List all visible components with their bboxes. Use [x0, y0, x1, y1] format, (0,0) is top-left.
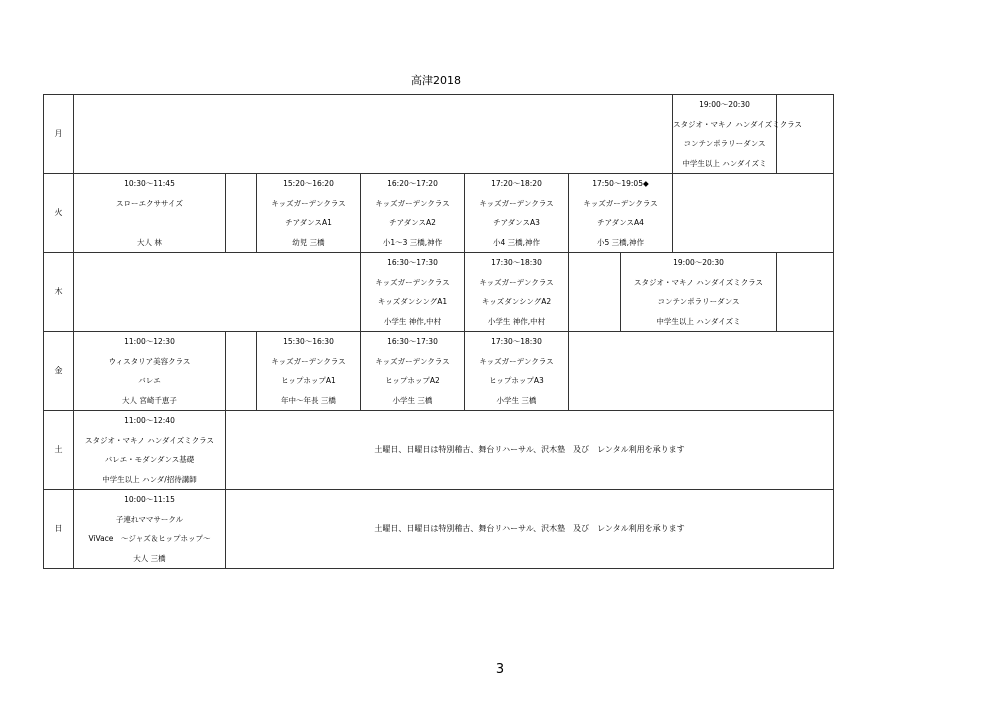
class-genre: バレエ [138, 376, 161, 385]
class-name: キッズガーデンクラス [271, 356, 346, 366]
empty-cell [226, 332, 257, 411]
class-genre: ヒップホップA2 [385, 376, 440, 385]
class-time: 17:30～18:30 [491, 258, 542, 267]
class-time: 15:20～16:20 [283, 179, 334, 188]
class-cell [569, 174, 673, 253]
class-genre: キッズダンシングA2 [481, 297, 552, 306]
class-genre: コンテンポラリーダンス [683, 139, 766, 148]
class-genre: キッズダンシングA1 [377, 297, 448, 306]
class-target: 中学生以上 ハンダイズミ [656, 316, 741, 326]
class-name: スローエクササイズ [116, 198, 183, 208]
class-genre: チアダンスA3 [493, 218, 540, 227]
class-name: スタジオ・マキノ ハンダイズミクラス [673, 119, 802, 129]
empty-cell [673, 174, 834, 253]
empty-cell [569, 253, 621, 332]
class-genre: コンテンポラリーダンス [657, 297, 740, 306]
class-name: キッズガーデンクラス [479, 198, 554, 208]
row-monday [44, 95, 834, 174]
class-name: スタジオ・マキノ ハンダイズミクラス [634, 277, 763, 287]
class-genre: バレエ・モダンダンス基礎 [104, 455, 195, 464]
class-time: 10:30～11:45 [124, 179, 175, 188]
class-cell [361, 174, 465, 253]
class-genre: チアダンスA2 [389, 218, 436, 227]
class-name: 子連れママサークル [115, 514, 184, 524]
page-title: 高津2018 [411, 74, 461, 87]
class-name: キッズガーデンクラス [479, 356, 554, 366]
row-friday [44, 332, 834, 411]
class-time: 19:00～20:30 [699, 100, 750, 109]
class-cell [257, 174, 361, 253]
class-target: 小1～3 三橋,神作 [382, 237, 443, 247]
class-name: キッズガーデンクラス [583, 198, 658, 208]
class-cell [74, 490, 226, 569]
page-number: 3 [495, 662, 505, 677]
class-genre: ヒップホップA1 [281, 376, 336, 385]
class-cell [74, 332, 226, 411]
class-genre: ViVace ～ジャズ＆ヒップホップ～ [88, 534, 211, 543]
class-target: 大人 林 [137, 237, 162, 247]
empty-cell [74, 253, 361, 332]
class-time: 17:50～19:05◆ [592, 179, 649, 188]
class-target: 中学生以上 ハンダ/招待講師 [102, 474, 197, 484]
class-cell [465, 253, 569, 332]
day-label: 月 [44, 95, 74, 174]
class-name: ウィスタリア美容クラス [108, 356, 191, 366]
empty-cell [226, 174, 257, 253]
class-cell [361, 253, 465, 332]
class-time: 17:20～18:20 [491, 179, 542, 188]
class-cell [465, 332, 569, 411]
class-time: 19:00～20:30 [673, 258, 724, 267]
class-target: 大人 三橋 [133, 553, 166, 563]
empty-cell [777, 95, 834, 174]
class-time: 16:30～17:30 [387, 337, 438, 346]
empty-cell [569, 332, 834, 411]
day-label: 火 [44, 174, 74, 253]
class-name: キッズガーデンクラス [271, 198, 346, 208]
class-time: 16:30～17:30 [387, 258, 438, 267]
class-cell [74, 411, 226, 490]
row-sunday [44, 490, 834, 569]
class-genre: ヒップホップA3 [489, 376, 544, 385]
class-genre: チアダンスA4 [597, 218, 644, 227]
class-time: 10:00～11:15 [124, 495, 175, 504]
day-label: 金 [44, 332, 74, 411]
empty-cell [74, 95, 673, 174]
class-name: キッズガーデンクラス [375, 198, 450, 208]
empty-cell [777, 253, 834, 332]
class-target: 小学生 神作,中村 [383, 316, 442, 326]
class-time: 16:20～17:20 [387, 179, 438, 188]
weekend-note: 土曜日、日曜日は特別稽古、舞台リハーサル、沢木塾 及び レンタル利用を承ります [226, 490, 834, 569]
class-genre [74, 213, 225, 233]
row-tuesday [44, 174, 834, 253]
class-name: キッズガーデンクラス [479, 277, 554, 287]
day-label: 木 [44, 253, 74, 332]
class-target: 小5 三橋,神作 [596, 237, 645, 247]
class-name: キッズガーデンクラス [375, 356, 450, 366]
class-target: 小4 三橋,神作 [492, 237, 541, 247]
weekend-note: 土曜日、日曜日は特別稽古、舞台リハーサル、沢木塾 及び レンタル利用を承ります [226, 411, 834, 490]
schedule-table [43, 94, 834, 569]
class-name: スタジオ・マキノ ハンダイズミクラス [85, 435, 214, 445]
class-cell [465, 174, 569, 253]
row-thursday [44, 253, 834, 332]
class-genre: チアダンスA1 [285, 218, 332, 227]
class-target: 小学生 三橋 [496, 395, 537, 405]
class-target: 幼児 三橋 [292, 237, 325, 247]
class-target: 小学生 神作,中村 [487, 316, 546, 326]
class-time: 11:00～12:30 [124, 337, 175, 346]
class-target: 大人 宮崎千恵子 [122, 395, 177, 405]
class-time: 11:00～12:40 [124, 416, 175, 425]
class-cell [621, 253, 777, 332]
day-label: 土 [44, 411, 74, 490]
row-saturday [44, 411, 834, 490]
day-label: 日 [44, 490, 74, 569]
class-cell [74, 174, 226, 253]
class-time: 17:30～18:30 [491, 337, 542, 346]
class-name: キッズガーデンクラス [375, 277, 450, 287]
class-target: 小学生 三橋 [392, 395, 433, 405]
class-target: 年中～年長 三橋 [281, 395, 336, 405]
class-time: 15:30～16:30 [283, 337, 334, 346]
class-target: 中学生以上 ハンダイズミ [682, 158, 767, 168]
class-cell [257, 332, 361, 411]
class-cell [673, 95, 802, 174]
class-cell [361, 332, 465, 411]
